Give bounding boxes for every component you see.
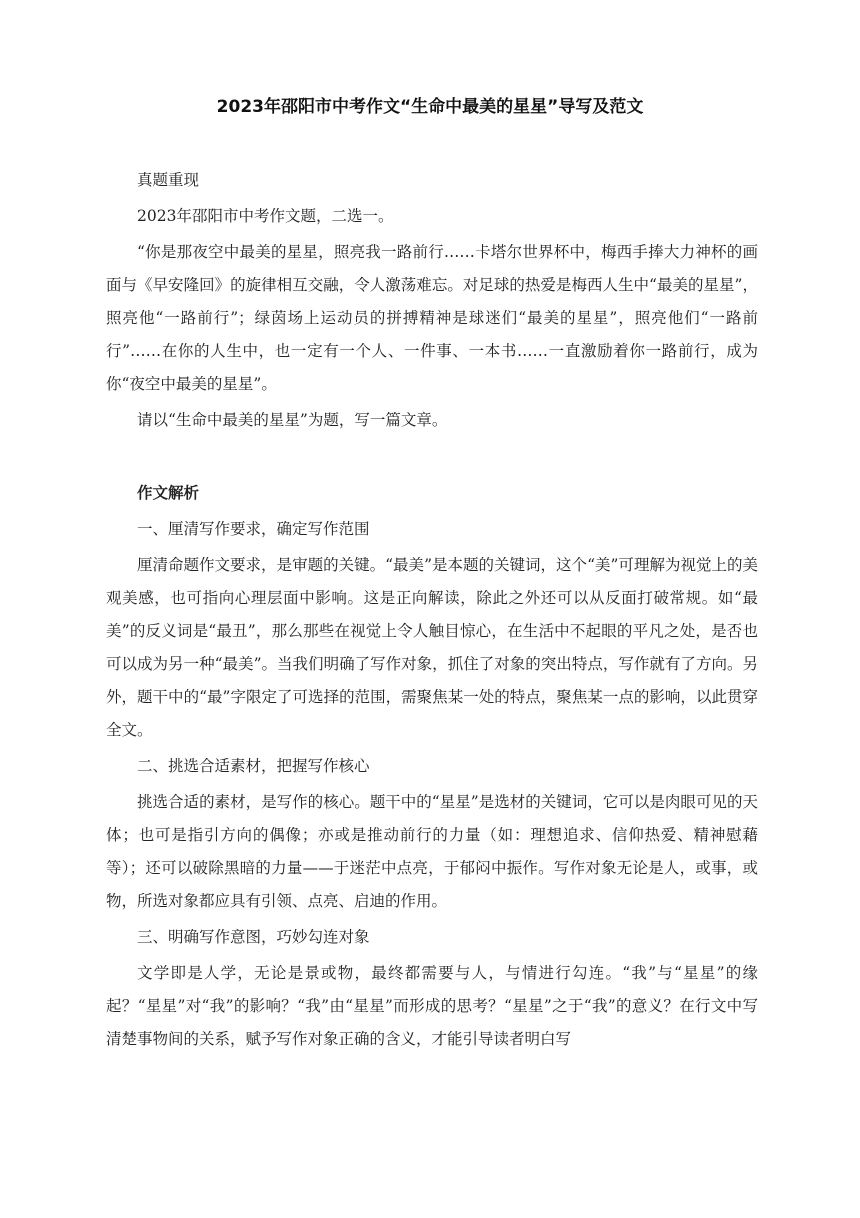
exam-intro: 2023年邵阳市中考作文题，二选一。 — [137, 207, 394, 225]
analysis-heading: 作文解析 — [137, 484, 200, 502]
document-body — [106, 164, 758, 1059]
section-1-heading: 一、厘清写作要求，确定写作范围 — [137, 520, 370, 538]
section-3-body: 文学即是人学，无论是景或物，最终都需要与人，与情进行勾连。“我”与“星星”的缘起？“星星”对“我”的影响？“我”由“星星”而形成的思考？“星星”之于“我”的意义？在行文中写清楚事物间的关系，赋予写作对象正确的含义，才能引导读者明白写 — [106, 964, 758, 1048]
section-1-body: 厘清命题作文要求，是审题的关键。“最美”是本题的关键词，这个“美”可理解为视觉上的美观美感，也可指向心理层面中影响。这是正向解读，除此之外还可以从反面打破常规。如“最美”的反义词是“最丑”，那么那些在视觉上令人触目惊心，在生活中不起眼的平凡之处，是否也可以成为另一种“最美”。当我们明确了写作对象，抓住了对象的突出特点，写作就有了方向。另外，题干中的“最”字限定了可选择的范围，需聚焦某一处的特点，聚焦某一点的影响，以此贯穿全文。 — [106, 556, 758, 739]
exam-heading: 真题重现 — [137, 171, 200, 189]
document-title: 2023年邵阳市中考作文“生命中最美的星星”导写及范文 — [216, 97, 644, 117]
section-3-heading: 三、明确写作意图，巧妙勾连对象 — [137, 928, 370, 946]
section-gap — [106, 440, 758, 477]
exam-task: 请以“生命中最美的星星”为题，写一篇文章。 — [137, 411, 448, 429]
section-2-body: 挑选合适的素材，是写作的核心。题干中的“星星”是选材的关键词，它可以是肉眼可见的天体；也可是指引方向的偶像；亦或是推动前行的力量（如：理想追求、信仰热爱、精神慰藉等）；还可以破除黑暗的力量——于迷茫中点亮，于郁闷中振作。写作对象无论是人，或事，或物，所选对象都应具有引领、点亮、启迪的作用。 — [106, 793, 758, 910]
exam-prompt: “你是那夜空中最美的星星，照亮我一路前行……卡塔尔世界杯中，梅西手捧大力神杯的画面与《早安隆回》的旋律相互交融，令人激荡难忘。对足球的热爱是梅西人生中“最美的星星”，照亮他“一路前行”；绿茵场上运动员的拼搏精神是球迷们“最美的星星”，照亮他们“一路前行”……在你的人生中，也一定有一个人、一件事、一本书……一直激励着你一路前行，成为你“夜空中最美的星星”。 — [106, 243, 758, 393]
section-2-heading: 二、挑选合适素材，把握写作核心 — [137, 757, 370, 775]
